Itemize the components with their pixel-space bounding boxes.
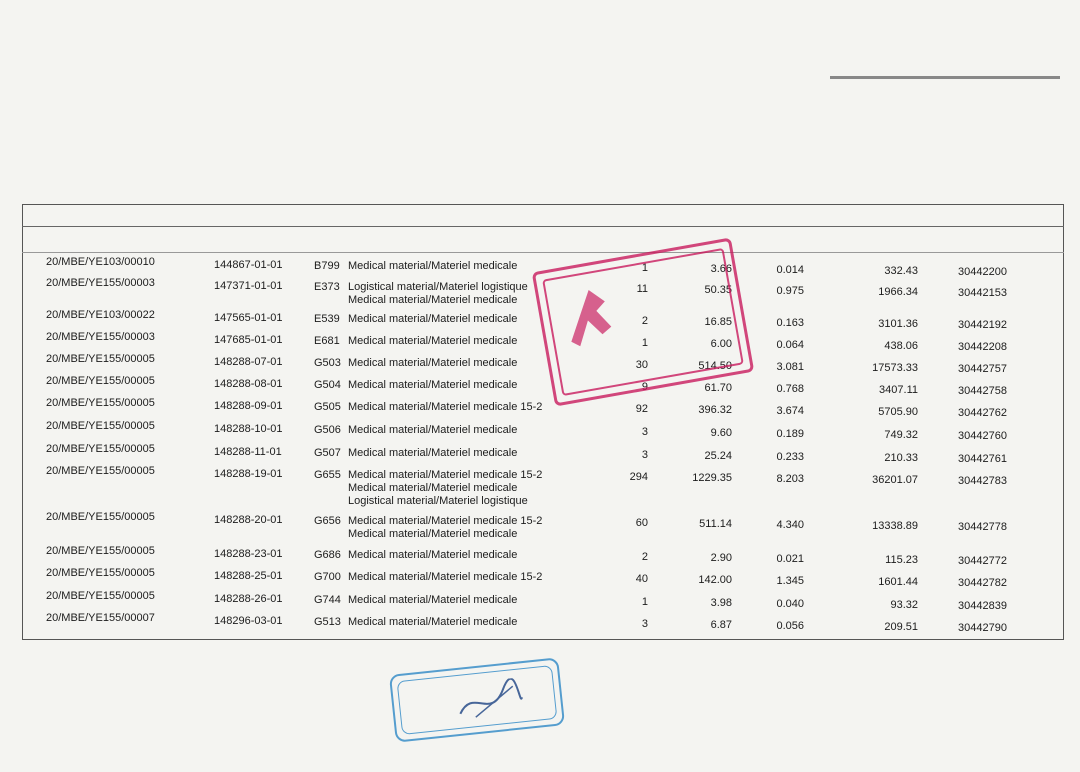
row-m3: 0.021	[776, 553, 804, 565]
row-your-ref: 20/MBE/YE155/00005	[46, 397, 155, 409]
row-your-ref: 20/MBE/YE155/00005	[46, 545, 155, 557]
row-invoice-nbr: 30442192	[958, 319, 1007, 331]
row-goods-value: 115.23	[885, 554, 918, 566]
row-id-pack: G656	[314, 515, 341, 527]
row-goods-value: 209.51	[884, 621, 918, 633]
row-description: Medical material/Materiel medicale 15-2	[348, 515, 543, 527]
row-kgs: 396.32	[698, 404, 732, 416]
row-packing-nbr: 148288-26-01	[214, 593, 283, 605]
row-id-pack: G506	[314, 424, 341, 436]
row-id-pack: E373	[314, 281, 340, 293]
row-m3: 0.014	[776, 264, 804, 276]
row-id-pack: E539	[314, 313, 340, 325]
row-your-ref: 20/MBE/YE103/00010	[46, 256, 155, 268]
subheader-divider	[22, 226, 1064, 227]
row-invoice-nbr: 30442760	[958, 430, 1007, 442]
row-goods-value: 210.33	[884, 452, 918, 464]
row-goods-value: 1966.34	[878, 286, 918, 298]
row-packing-nbr: 148288-23-01	[214, 548, 283, 560]
row-invoice-nbr: 30442783	[958, 475, 1007, 487]
row-description: Medical material/Materiel medicale 15-2	[348, 401, 543, 413]
row-parcels-count: 40	[635, 573, 648, 585]
row-m3: 0.189	[776, 428, 804, 440]
row-kgs: 3.98	[710, 597, 732, 609]
row-kgs: 1229.35	[692, 472, 732, 484]
row-description: Medical material/Materiel medicale	[348, 424, 518, 436]
row-m3: 3.674	[776, 405, 804, 417]
row-kgs: 2.90	[710, 552, 732, 564]
row-packing-nbr: 147371-01-01	[214, 280, 283, 292]
row-description: Medical material/Materiel medicale	[348, 260, 518, 272]
row-your-ref: 20/MBE/YE155/00003	[46, 277, 155, 289]
row-goods-value: 17573.33	[872, 362, 918, 374]
row-your-ref: 20/MBE/YE155/00005	[46, 375, 155, 387]
row-id-pack: G513	[314, 616, 341, 628]
row-goods-value: 332.43	[884, 265, 918, 277]
row-invoice-nbr: 30442208	[958, 341, 1007, 353]
row-your-ref: 20/MBE/YE103/00022	[46, 309, 155, 321]
row-kgs: 6.00	[710, 338, 732, 350]
row-description: Medical material/Materiel medicale	[348, 335, 518, 347]
row-id-pack: G686	[314, 549, 341, 561]
row-goods-value: 1601.44	[878, 576, 918, 588]
row-description: Medical material/Materiel medicale	[348, 447, 518, 459]
row-goods-value: 13338.89	[872, 520, 918, 532]
row-kgs: 61.70	[704, 382, 732, 394]
row-id-pack: G505	[314, 401, 341, 413]
row-invoice-nbr: 30442153	[958, 287, 1007, 299]
row-id-pack: G744	[314, 594, 341, 606]
row-kgs: 3.66	[710, 263, 732, 275]
row-packing-nbr: 148288-10-01	[214, 423, 283, 435]
row-kgs: 50.35	[704, 284, 732, 296]
row-id-pack: G507	[314, 447, 341, 459]
row-description: Logistical material/Materiel logistique	[348, 495, 528, 507]
row-description: Medical material/Materiel medicale	[348, 549, 518, 561]
header-divider	[22, 252, 1064, 253]
row-description: Medical material/Materiel medicale 15-2	[348, 571, 543, 583]
row-packing-nbr: 148288-09-01	[214, 400, 283, 412]
row-m3: 8.203	[776, 473, 804, 485]
row-invoice-nbr: 30442839	[958, 600, 1007, 612]
row-m3: 0.056	[776, 620, 804, 632]
row-parcels-count: 294	[629, 471, 648, 483]
row-parcels-count: 1	[641, 262, 648, 274]
row-your-ref: 20/MBE/YE155/00005	[46, 511, 155, 523]
row-m3: 4.340	[776, 519, 804, 531]
row-invoice-nbr: 30442758	[958, 385, 1007, 397]
row-m3: 0.040	[776, 598, 804, 610]
row-packing-nbr: 147565-01-01	[214, 312, 283, 324]
row-your-ref: 20/MBE/YE155/00007	[46, 612, 155, 624]
row-invoice-nbr: 30442778	[958, 521, 1007, 533]
row-packing-nbr: 148296-03-01	[214, 615, 283, 627]
row-m3: 0.768	[776, 383, 804, 395]
row-kgs: 511.14	[699, 518, 732, 530]
row-packing-nbr: 148288-25-01	[214, 570, 283, 582]
row-your-ref: 20/MBE/YE155/00005	[46, 590, 155, 602]
row-id-pack: E681	[314, 335, 340, 347]
row-invoice-nbr: 30442757	[958, 363, 1007, 375]
row-packing-nbr: 148288-19-01	[214, 468, 283, 480]
row-your-ref: 20/MBE/YE155/00005	[46, 353, 155, 365]
row-goods-value: 5705.90	[878, 406, 918, 418]
row-description: Medical material/Materiel medicale	[348, 294, 518, 306]
row-description: Medical material/Materiel medicale	[348, 379, 518, 391]
row-parcels-count: 1	[641, 337, 648, 349]
row-your-ref: 20/MBE/YE155/00005	[46, 567, 155, 579]
row-description: Medical material/Materiel medicale	[348, 528, 518, 540]
row-parcels-count: 2	[641, 315, 648, 327]
row-id-pack: G503	[314, 357, 341, 369]
row-packing-nbr: 147685-01-01	[214, 334, 283, 346]
row-goods-value: 36201.07	[872, 474, 918, 486]
row-invoice-nbr: 30442790	[958, 622, 1007, 634]
row-packing-nbr: 144867-01-01	[214, 259, 283, 271]
row-id-pack: G700	[314, 571, 341, 583]
signature-scribble	[452, 677, 526, 724]
row-description: Medical material/Materiel medicale	[348, 357, 518, 369]
row-goods-value: 3101.36	[878, 318, 918, 330]
row-goods-value: 3407.11	[879, 384, 918, 396]
row-packing-nbr: 148288-07-01	[214, 356, 283, 368]
row-m3: 1.345	[776, 575, 804, 587]
row-parcels-count: 3	[641, 449, 648, 461]
row-invoice-nbr: 30442761	[958, 453, 1007, 465]
row-kgs: 514.50	[698, 360, 732, 372]
row-parcels-count: 3	[641, 426, 648, 438]
row-invoice-nbr: 30442782	[958, 577, 1007, 589]
row-parcels-count: 3	[641, 618, 648, 630]
row-kgs: 6.87	[710, 619, 732, 631]
row-description: Medical material/Materiel medicale	[348, 482, 518, 494]
row-kgs: 9.60	[710, 427, 732, 439]
row-packing-nbr: 148288-11-01	[214, 446, 282, 458]
row-id-pack: G504	[314, 379, 341, 391]
row-your-ref: 20/MBE/YE155/00005	[46, 465, 155, 477]
row-parcels-count: 11	[636, 283, 648, 295]
row-parcels-count: 30	[635, 359, 648, 371]
row-description: Medical material/Materiel medicale	[348, 594, 518, 606]
row-parcels-count: 60	[635, 517, 648, 529]
row-m3: 3.081	[776, 361, 804, 373]
row-your-ref: 20/MBE/YE155/00005	[46, 443, 155, 455]
row-goods-value: 749.32	[884, 429, 918, 441]
row-invoice-nbr: 30442762	[958, 407, 1007, 419]
row-m3: 0.163	[776, 317, 804, 329]
row-id-pack: B799	[314, 260, 340, 272]
row-parcels-count: 2	[641, 551, 648, 563]
row-your-ref: 20/MBE/YE155/00003	[46, 331, 155, 343]
row-kgs: 25.24	[704, 450, 732, 462]
row-description: Medical material/Materiel medicale	[348, 313, 518, 325]
row-packing-nbr: 148288-20-01	[214, 514, 283, 526]
row-your-ref: 20/MBE/YE155/00005	[46, 420, 155, 432]
row-id-pack: G655	[314, 469, 341, 481]
row-parcels-count: 92	[635, 403, 648, 415]
row-kgs: 142.00	[698, 574, 732, 586]
row-invoice-nbr: 30442772	[958, 555, 1007, 567]
logo-underline	[830, 76, 1060, 79]
row-m3: 0.975	[776, 285, 804, 297]
row-description: Medical material/Materiel medicale 15-2	[348, 469, 543, 481]
row-parcels-count: 1	[641, 596, 648, 608]
row-description: Medical material/Materiel medicale	[348, 616, 518, 628]
row-kgs: 16.85	[704, 316, 732, 328]
row-packing-nbr: 148288-08-01	[214, 378, 283, 390]
row-m3: 0.064	[776, 339, 804, 351]
row-m3: 0.233	[776, 451, 804, 463]
row-goods-value: 438.06	[884, 340, 918, 352]
blue-signature-stamp	[389, 657, 565, 742]
row-goods-value: 93.32	[890, 599, 918, 611]
row-description: Logistical material/Materiel logistique	[348, 281, 528, 293]
row-invoice-nbr: 30442200	[958, 266, 1007, 278]
row-parcels-count: 9	[641, 381, 648, 393]
